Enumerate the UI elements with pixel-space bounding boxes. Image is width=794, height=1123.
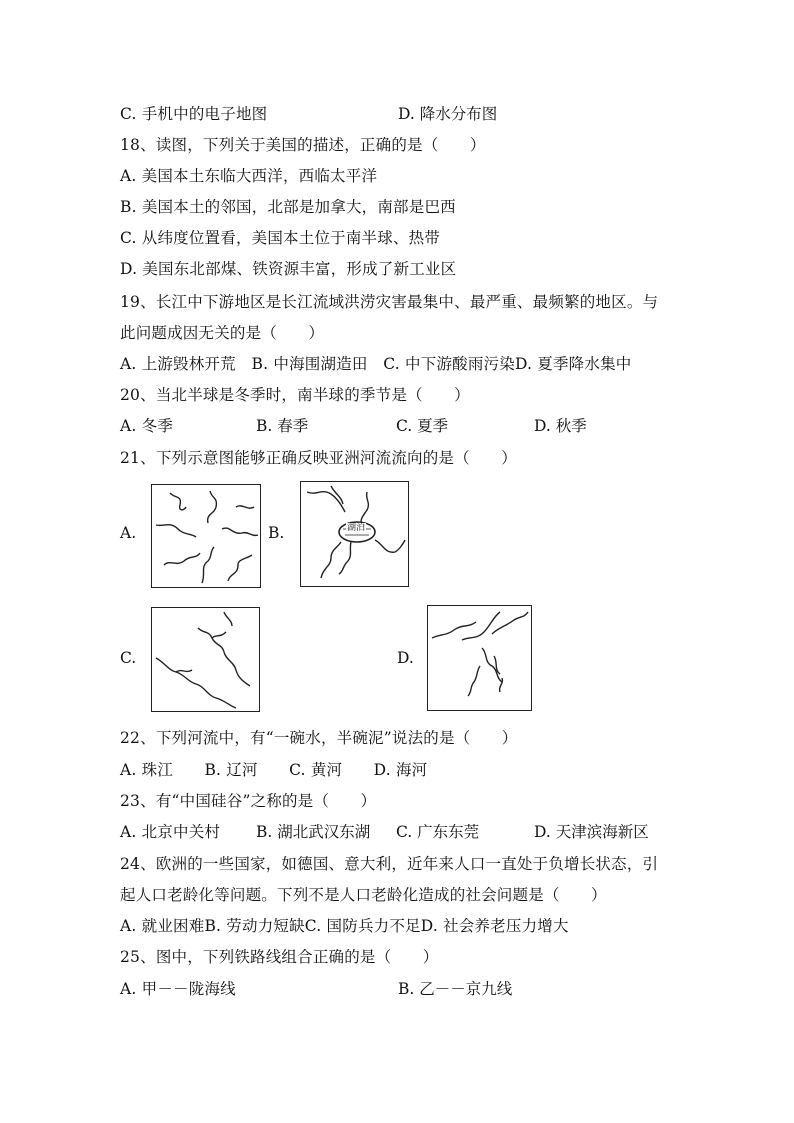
q20-option-a: A. 冬季 bbox=[120, 417, 174, 435]
q25-option-a: A. 甲－－陇海线 bbox=[120, 980, 236, 998]
map-d-label: D. bbox=[397, 649, 414, 667]
q23-option-b: B. 湖北武汉东湖 bbox=[256, 823, 371, 841]
q18-option-a: A. 美国本土东临大西洋，西临太平洋 bbox=[120, 167, 378, 185]
q23-option-a: A. 北京中关村 bbox=[120, 823, 221, 841]
q22-options: A. 珠江 B. 辽河 C. 黄河 D. 海河 bbox=[120, 761, 428, 779]
question-19: 19、长江中下游地区是长江流域洪涝灾害最集中、最严重、最频繁的地区。与 bbox=[120, 293, 659, 311]
lake-label: 湖泊 bbox=[347, 523, 366, 533]
q20-option-c: C. 夏季 bbox=[396, 417, 449, 435]
q25-option-b: B. 乙－－京九线 bbox=[398, 980, 513, 998]
question-24-cont: 起人口老龄化等问题。下列不是人口老龄化造成的社会问题是（ ） bbox=[120, 886, 607, 904]
q17-option-d: D. 降水分布图 bbox=[398, 105, 498, 123]
q23-option-d: D. 天津滨海新区 bbox=[534, 823, 649, 841]
q20-option-b: B. 春季 bbox=[256, 417, 309, 435]
map-c-label: C. bbox=[120, 649, 137, 667]
question-18: 18、读图，下列关于美国的描述，正确的是（ ） bbox=[120, 136, 486, 154]
question-25: 25、图中，下列铁路线组合正确的是（ ） bbox=[120, 948, 439, 966]
q23-option-c: C. 广东东莞 bbox=[396, 823, 480, 841]
river-map-c bbox=[151, 607, 260, 712]
q18-option-b: B. 美国本土的邻国，北部是加拿大，南部是巴西 bbox=[120, 198, 456, 216]
q19-options: A. 上游毁林开荒 B. 中海围湖造田 C. 中下游酸雨污染D. 夏季降水集中 bbox=[120, 355, 632, 373]
river-map-a bbox=[151, 484, 261, 588]
river-map-b bbox=[300, 481, 409, 587]
question-24: 24、欧洲的一些国家，如德国、意大利，近年来人口一直处于负增长状态，引 bbox=[120, 855, 659, 873]
question-22: 22、下列河流中，有“一碗水，半碗泥”说法的是（ ） bbox=[120, 729, 518, 747]
map-b-label: B. bbox=[268, 524, 285, 542]
question-21: 21、下列示意图能够正确反映亚洲河流流向的是（ ） bbox=[120, 449, 517, 467]
q18-option-c: C. 从纬度位置看，美国本土位于南半球、热带 bbox=[120, 229, 441, 247]
river-map-d bbox=[427, 605, 532, 711]
q18-option-d: D. 美国东北部煤、铁资源丰富，形成了新工业区 bbox=[120, 260, 457, 278]
q20-option-d: D. 秋季 bbox=[534, 417, 587, 435]
question-20: 20、当北半球是冬季时，南半球的季节是（ ） bbox=[120, 386, 470, 404]
q24-options: A. 就业困难B. 劳动力短缺C. 国防兵力不足D. 社会养老压力增大 bbox=[120, 917, 569, 935]
question-19-cont: 此问题成因无关的是（ ） bbox=[120, 324, 325, 342]
q17-option-c: C. 手机中的电子地图 bbox=[120, 105, 268, 123]
question-23: 23、有“中国硅谷”之称的是（ ） bbox=[120, 792, 377, 810]
map-a-label: A. bbox=[120, 524, 137, 542]
